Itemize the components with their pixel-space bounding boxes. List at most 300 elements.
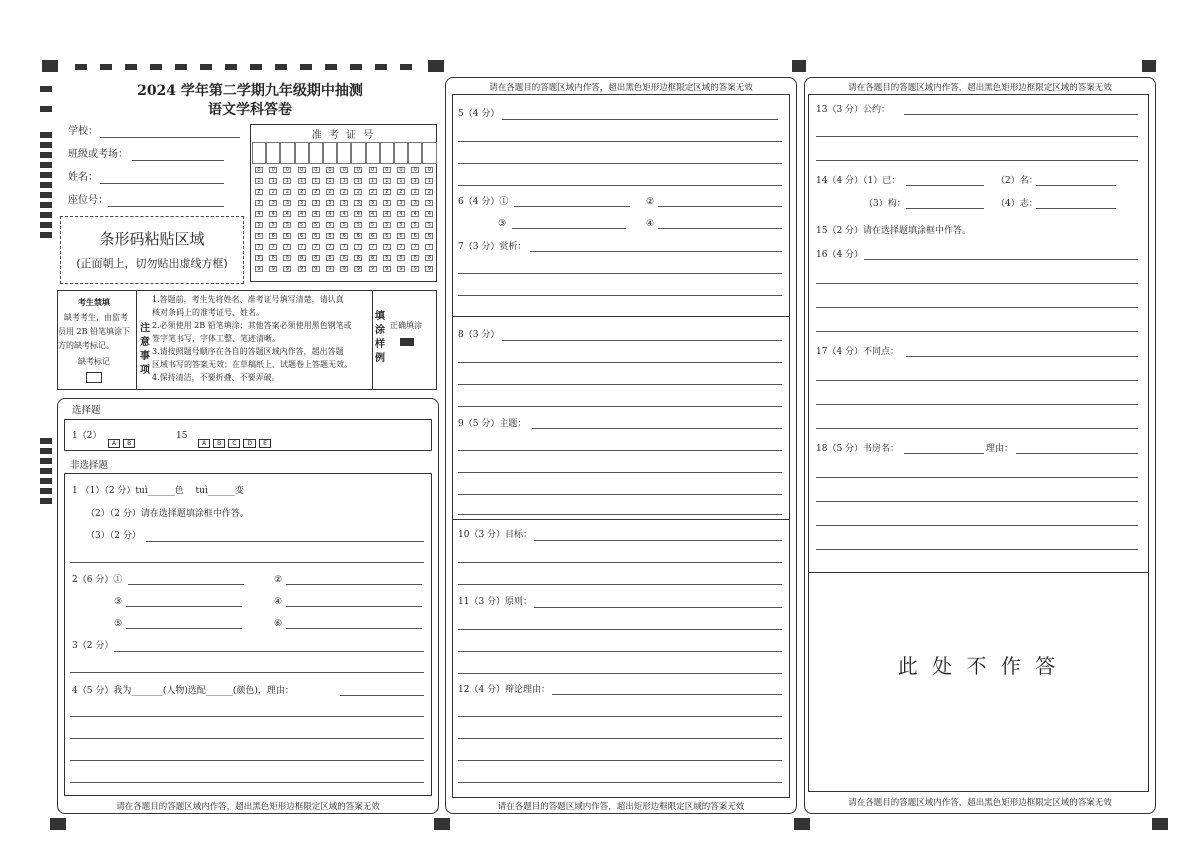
timing-mark	[100, 64, 112, 70]
answer-line[interactable]	[458, 629, 782, 630]
id-digit-bubble[interactable]: 2	[283, 189, 291, 195]
notes-char: 项	[140, 365, 150, 376]
id-digit-bubble[interactable]: 9	[425, 266, 433, 272]
q1-options[interactable]	[108, 430, 138, 449]
answer-line[interactable]	[286, 628, 422, 629]
id-digit-bubble[interactable]: 0	[283, 167, 291, 173]
note-line: 区域书写的答案无效；在草稿纸上、试题卷上答题无效。	[152, 360, 352, 369]
id-digit-bubble[interactable]: 1	[369, 178, 377, 184]
id-digit-bubble[interactable]: 2	[298, 189, 306, 195]
answer-line[interactable]	[458, 738, 782, 739]
timing-mark	[400, 64, 412, 70]
id-digit-bubble[interactable]: 9	[255, 266, 263, 272]
id-digit-bubble[interactable]: 1	[312, 178, 320, 184]
q10: 10（3 分）目标：	[458, 530, 533, 540]
id-digit-bubble[interactable]: 7	[369, 244, 377, 250]
warning-footer-middle: 请在各题目的答题区域内作答，超出矩形边框限定区域的答案无效	[497, 802, 745, 812]
id-digit-bubble[interactable]: 7	[425, 244, 433, 250]
answer-line[interactable]	[904, 114, 1138, 115]
id-digit-bubble[interactable]: 0	[411, 167, 419, 173]
answer-line[interactable]	[458, 450, 782, 451]
id-digit-bubble[interactable]: 1	[354, 178, 362, 184]
answer-line[interactable]	[146, 541, 424, 542]
id-digit-bubble[interactable]: 7	[383, 244, 391, 250]
answer-line[interactable]	[126, 628, 242, 629]
id-digit-bubble[interactable]: 3	[298, 200, 306, 206]
id-digit-bubble[interactable]: 4	[411, 211, 419, 217]
id-digit-bubble[interactable]: 8	[411, 255, 419, 261]
id-digit-bubble[interactable]: 7	[397, 244, 405, 250]
answer-line[interactable]	[70, 782, 424, 783]
id-digit-bubble[interactable]: 7	[312, 244, 320, 250]
answer-line[interactable]	[1036, 208, 1116, 209]
timing-mark	[40, 438, 52, 444]
id-write-cell[interactable]	[295, 142, 309, 164]
id-digit-bubble[interactable]: 8	[383, 255, 391, 261]
id-digit-bubble[interactable]: 0	[298, 167, 306, 173]
id-digit-bubble[interactable]: 6	[383, 233, 391, 239]
q2-sub: ②	[274, 575, 283, 585]
fill-sample	[400, 338, 414, 346]
answer-line[interactable]	[816, 307, 1138, 308]
timing-mark	[125, 64, 137, 70]
id-digit-bubble[interactable]: 6	[326, 233, 334, 239]
warning-footer-left: 请在各题目的答题区域内作答，超出黑色矩形边框限定区域的答案无效	[116, 802, 380, 812]
id-digit-bubble[interactable]: 5	[269, 222, 277, 228]
id-write-cell[interactable]	[252, 142, 266, 164]
q6-sub: ②	[646, 197, 655, 207]
timing-mark	[75, 64, 87, 70]
timing-mark	[40, 448, 52, 454]
notes-char: 事	[140, 351, 150, 362]
id-digit-bubble[interactable]: 2	[397, 189, 405, 195]
note-line: 3.请按照题号顺序在各自的答题区域内作答，超出答题	[152, 347, 344, 356]
answer-line[interactable]	[502, 340, 782, 341]
answer-line[interactable]	[534, 607, 782, 608]
id-digit-bubble[interactable]: 6	[397, 233, 405, 239]
barcode-area	[60, 216, 244, 284]
answer-line[interactable]	[816, 136, 1138, 137]
id-digit-bubble[interactable]: 7	[269, 244, 277, 250]
answer-line[interactable]	[70, 672, 424, 673]
id-digit-bubble[interactable]: 7	[298, 244, 306, 250]
id-digit-bubble[interactable]: 3	[340, 200, 348, 206]
q11: 11（3 分）原则：	[458, 597, 533, 607]
id-digit-bubble[interactable]: 2	[269, 189, 277, 195]
q4: 4（5 分）我为_______(人物)选配______(颜色)，理由：	[72, 686, 294, 696]
id-digit-bubble[interactable]: 6	[411, 233, 419, 239]
id-digit-bubble[interactable]: 0	[340, 167, 348, 173]
option-bubble[interactable]: D	[243, 439, 256, 448]
answer-line[interactable]	[864, 259, 1138, 260]
id-digit-bubble[interactable]: 2	[369, 189, 377, 195]
q17: 17（4 分）不同点：	[816, 347, 900, 357]
q14-4: （4）志：	[996, 199, 1038, 209]
id-digit-bubble[interactable]: 6	[369, 233, 377, 239]
q2-sub: ③	[114, 597, 123, 607]
id-digit-bubble[interactable]: 1	[283, 178, 291, 184]
timing-mark	[40, 468, 52, 474]
id-digit-bubble[interactable]: 7	[255, 244, 263, 250]
timing-mark	[40, 162, 52, 168]
barcode-title: 条形码粘贴区域	[99, 230, 205, 248]
answer-line[interactable]	[816, 404, 1138, 405]
id-digit-bubble[interactable]: 8	[340, 255, 348, 261]
id-digit-bubble[interactable]: 5	[312, 222, 320, 228]
timing-mark	[40, 182, 52, 188]
answer-line[interactable]	[458, 494, 782, 495]
id-digit-bubble[interactable]: 8	[397, 255, 405, 261]
id-digit-bubble[interactable]: 9	[283, 266, 291, 272]
id-digit-bubble[interactable]: 2	[354, 189, 362, 195]
warning-footer-right: 请在各题目的答题区域内作答，超出黑色矩形边框限定区域的答案无效	[848, 798, 1112, 808]
id-write-cell[interactable]	[337, 142, 351, 164]
id-digit-bubble[interactable]: 2	[255, 189, 263, 195]
answer-line[interactable]	[458, 406, 782, 407]
option-bubble[interactable]: B	[123, 439, 135, 448]
id-digit-bubble[interactable]: 0	[383, 167, 391, 173]
id-digit-bubble[interactable]: 4	[298, 211, 306, 217]
timing-mark	[40, 458, 52, 464]
answer-line[interactable]	[126, 606, 242, 607]
q2: 2（6 分）①	[72, 575, 123, 585]
id-digit-bubble[interactable]: 6	[312, 233, 320, 239]
answer-line[interactable]	[816, 160, 1138, 161]
id-write-cell[interactable]	[366, 142, 380, 164]
answer-line[interactable]	[458, 362, 782, 363]
q1-1: 1 （1）（2 分）tuì______色 tuì______变	[72, 486, 244, 496]
absent-text: 员用 2B 铅笔填涂下	[58, 327, 131, 336]
id-digit-bubble[interactable]: 1	[397, 178, 405, 184]
answer-line[interactable]	[458, 760, 782, 761]
answer-line[interactable]	[458, 163, 782, 164]
class-field[interactable]	[132, 160, 224, 161]
answer-line[interactable]	[458, 295, 782, 296]
answer-line[interactable]	[70, 760, 424, 761]
id-digit-bubble[interactable]: 1	[383, 178, 391, 184]
answer-line[interactable]	[458, 651, 782, 652]
id-digit-bubble[interactable]: 8	[425, 255, 433, 261]
option-bubble[interactable]: C	[228, 439, 240, 448]
timing-mark	[250, 64, 262, 70]
id-digit-bubble[interactable]: 9	[312, 266, 320, 272]
option-bubble[interactable]: A	[198, 439, 210, 448]
page-title: 2024 学年第二学期九年级期中抽测	[137, 83, 363, 99]
answer-line[interactable]	[458, 514, 782, 515]
timing-mark	[40, 106, 52, 112]
answer-line[interactable]	[286, 606, 422, 607]
answer-line[interactable]	[340, 695, 424, 696]
id-digit-bubble[interactable]: 4	[425, 211, 433, 217]
id-digit-bubble[interactable]: 8	[283, 255, 291, 261]
id-digit-bubble[interactable]: 7	[354, 244, 362, 250]
id-digit-bubble[interactable]: 2	[383, 189, 391, 195]
id-digit-bubble[interactable]: 1	[425, 178, 433, 184]
answer-line[interactable]	[658, 206, 782, 207]
id-digit-bubble[interactable]: 5	[411, 222, 419, 228]
timing-mark	[40, 192, 52, 198]
note-line: 1.答题前，考生先将姓名、准考证号填写清楚，请认真	[152, 295, 344, 304]
id-digit-bubble[interactable]: 5	[340, 222, 348, 228]
id-digit-bubble[interactable]: 4	[283, 211, 291, 217]
answer-line[interactable]	[906, 208, 984, 209]
id-digit-bubble[interactable]: 5	[397, 222, 405, 228]
answer-line[interactable]	[458, 273, 782, 274]
answer-line[interactable]	[512, 228, 626, 229]
q8: 8（3 分）	[458, 330, 500, 340]
answer-line[interactable]	[658, 228, 782, 229]
id-digit-bubble[interactable]: 0	[425, 167, 433, 173]
class-label: 班级或考场：	[68, 149, 128, 160]
id-digit-bubble[interactable]: 2	[312, 189, 320, 195]
id-digit-bubble[interactable]: 2	[425, 189, 433, 195]
id-digit-bubble[interactable]: 7	[340, 244, 348, 250]
id-digit-bubble[interactable]: 2	[340, 189, 348, 195]
id-digit-bubble[interactable]: 9	[298, 266, 306, 272]
choice-title: 选择题	[72, 405, 101, 416]
answer-line[interactable]	[458, 584, 782, 585]
id-digit-bubble[interactable]: 4	[255, 211, 263, 217]
id-digit-bubble[interactable]: 3	[411, 200, 419, 206]
id-digit-bubble[interactable]: 6	[283, 233, 291, 239]
answer-line[interactable]	[816, 501, 1138, 502]
id-digit-bubble[interactable]: 1	[255, 178, 263, 184]
id-digit-bubble[interactable]: 5	[326, 222, 334, 228]
answer-line[interactable]	[816, 331, 1138, 332]
id-digit-bubble[interactable]: 1	[298, 178, 306, 184]
timing-mark	[200, 64, 212, 70]
id-digit-bubble[interactable]: 3	[283, 200, 291, 206]
id-digit-bubble[interactable]: 5	[425, 222, 433, 228]
q13: 13（3 分）公约：	[816, 105, 891, 115]
id-digit-bubble[interactable]: 2	[411, 189, 419, 195]
timing-mark	[350, 64, 362, 70]
id-digit-bubble[interactable]: 7	[283, 244, 291, 250]
id-digit-bubble[interactable]: 0	[369, 167, 377, 173]
q2-sub: ⑥	[274, 619, 283, 629]
timing-mark	[40, 172, 52, 178]
id-write-cell[interactable]	[280, 142, 294, 164]
id-digit-bubble[interactable]: 4	[354, 211, 362, 217]
id-digit-bubble[interactable]: 2	[326, 189, 334, 195]
id-digit-bubble[interactable]: 8	[326, 255, 334, 261]
corner-mark	[50, 818, 66, 830]
id-digit-bubble[interactable]: 9	[369, 266, 377, 272]
answer-line[interactable]	[70, 562, 424, 563]
option-bubble[interactable]: A	[108, 439, 120, 448]
timing-mark	[375, 64, 387, 70]
id-write-cell[interactable]	[266, 142, 280, 164]
id-write-cell[interactable]	[309, 142, 323, 164]
id-digit-bubble[interactable]: 0	[354, 167, 362, 173]
id-digit-bubble[interactable]: 3	[269, 200, 277, 206]
id-digit-bubble[interactable]: 1	[340, 178, 348, 184]
absent-mark-box[interactable]	[86, 372, 102, 383]
id-digit-bubble[interactable]: 4	[312, 211, 320, 217]
name-field[interactable]	[100, 183, 224, 184]
answer-line[interactable]	[458, 472, 782, 473]
timing-mark	[40, 212, 52, 218]
id-digit-bubble[interactable]: 6	[255, 233, 263, 239]
answer-line[interactable]	[514, 206, 630, 207]
absent-text: 方的缺考标记。	[58, 341, 114, 350]
answer-line[interactable]	[458, 562, 782, 563]
timing-mark	[40, 152, 52, 158]
id-digit-bubble[interactable]: 9	[411, 266, 419, 272]
answer-line[interactable]	[286, 584, 422, 585]
timing-mark	[150, 64, 162, 70]
seat-field[interactable]	[108, 206, 224, 207]
id-digit-bubble[interactable]: 4	[369, 211, 377, 217]
id-digit-bubble[interactable]: 6	[298, 233, 306, 239]
nonchoice-title: 非选择题	[70, 460, 109, 471]
id-write-cell[interactable]	[422, 142, 436, 164]
id-digit-bubble[interactable]: 5	[369, 222, 377, 228]
answer-line[interactable]	[458, 141, 782, 142]
answer-line[interactable]	[1016, 453, 1138, 454]
id-digit-bubble[interactable]: 8	[269, 255, 277, 261]
id-digit-bubble[interactable]: 3	[369, 200, 377, 206]
id-digit-bubble[interactable]: 0	[312, 167, 320, 173]
answer-line[interactable]	[458, 673, 782, 674]
id-digit-bubble[interactable]: 9	[383, 266, 391, 272]
timing-mark	[175, 64, 187, 70]
answer-line[interactable]	[502, 119, 778, 120]
id-digit-bubble[interactable]: 3	[397, 200, 405, 206]
id-digit-bubble[interactable]: 9	[354, 266, 362, 272]
q15: 15（2 分）请在选择题填涂框中作答。	[816, 226, 972, 236]
answer-line[interactable]	[816, 283, 1138, 284]
id-digit-bubble[interactable]: 6	[425, 233, 433, 239]
q12: 12（4 分）辩论理由：	[458, 685, 551, 695]
correct-fill-label: 正确填涂	[390, 321, 422, 330]
id-digit-bubble[interactable]: 8	[298, 255, 306, 261]
answer-line[interactable]	[906, 185, 984, 186]
id-write-cell[interactable]	[394, 142, 408, 164]
q14-1: 14（4 分）（1）已：	[816, 176, 901, 186]
note-line: 4.保持清洁，不要折叠、不要弄破。	[152, 373, 280, 382]
id-write-cell[interactable]	[323, 142, 337, 164]
note-line: 签字笔书写，字体工整、笔迹清晰。	[152, 334, 280, 343]
id-digit-bubble[interactable]: 4	[340, 211, 348, 217]
id-digit-bubble[interactable]: 6	[354, 233, 362, 239]
id-write-cell[interactable]	[380, 142, 394, 164]
note-line: 核对条码上的准考证号、姓名。	[152, 308, 264, 317]
id-digit-bubble[interactable]: 9	[269, 266, 277, 272]
answer-line[interactable]	[816, 428, 1138, 429]
absent-text: 缺考考生，由监考	[64, 313, 128, 322]
answer-line[interactable]	[530, 251, 782, 252]
id-digit-bubble[interactable]: 5	[383, 222, 391, 228]
id-digit-bubble[interactable]: 5	[354, 222, 362, 228]
no-answer-zone: 此 处 不 作 答	[897, 654, 1060, 678]
school-field[interactable]	[100, 137, 240, 138]
answer-line[interactable]	[532, 428, 782, 429]
id-digit-bubble[interactable]: 1	[411, 178, 419, 184]
answer-line[interactable]	[128, 584, 244, 585]
id-digit-bubble[interactable]: 9	[326, 266, 334, 272]
fill-char: 例	[375, 353, 385, 364]
id-digit-bubble[interactable]: 3	[425, 200, 433, 206]
id-digit-bubble[interactable]: 5	[255, 222, 263, 228]
id-digit-bubble[interactable]: 8	[312, 255, 320, 261]
id-digit-bubble[interactable]: 9	[397, 266, 405, 272]
id-digit-bubble[interactable]: 3	[354, 200, 362, 206]
answer-line[interactable]	[534, 540, 782, 541]
answer-line[interactable]	[816, 477, 1138, 478]
q14-3: （3）构：	[864, 199, 906, 209]
answer-line[interactable]	[458, 716, 782, 717]
option-bubble[interactable]: B	[213, 439, 225, 448]
page-subtitle: 语文学科答卷	[208, 102, 292, 118]
id-digit-bubble[interactable]: 5	[283, 222, 291, 228]
id-digit-bubble[interactable]: 0	[255, 167, 263, 173]
q18-reason: 理由：	[986, 444, 1014, 454]
id-digit-bubble[interactable]: 8	[369, 255, 377, 261]
corner-mark	[434, 818, 450, 830]
answer-line[interactable]	[552, 694, 782, 695]
answer-line[interactable]	[458, 782, 782, 783]
answer-line[interactable]	[816, 525, 1138, 526]
corner-mark	[794, 818, 810, 830]
nonchoice-box	[64, 473, 432, 796]
timing-mark	[40, 232, 52, 238]
id-digit-bubble[interactable]: 9	[340, 266, 348, 272]
id-digit-bubble[interactable]: 3	[255, 200, 263, 206]
answer-line[interactable]	[816, 549, 1138, 550]
id-digit-bubble[interactable]: 3	[326, 200, 334, 206]
id-digit-bubble[interactable]: 0	[397, 167, 405, 173]
corner-mark	[792, 60, 806, 72]
answer-line[interactable]	[1036, 185, 1116, 186]
id-digit-bubble[interactable]: 0	[269, 167, 277, 173]
id-digit-bubble[interactable]: 6	[269, 233, 277, 239]
answer-line[interactable]	[70, 738, 424, 739]
answer-line[interactable]	[904, 453, 984, 454]
id-digit-bubble[interactable]: 3	[312, 200, 320, 206]
corner-mark	[428, 60, 444, 72]
id-digit-bubble[interactable]: 7	[326, 244, 334, 250]
id-digit-bubble[interactable]: 5	[298, 222, 306, 228]
id-digit-bubble[interactable]: 4	[383, 211, 391, 217]
id-digit-bubble[interactable]: 8	[354, 255, 362, 261]
answer-line[interactable]	[458, 384, 782, 385]
timing-mark	[40, 478, 52, 484]
answer-line[interactable]	[114, 651, 424, 652]
answer-line[interactable]	[816, 380, 1138, 381]
timing-mark	[40, 142, 52, 148]
id-digit-bubble[interactable]: 6	[340, 233, 348, 239]
option-bubble[interactable]: E	[259, 439, 271, 448]
id-digit-bubble[interactable]: 1	[269, 178, 277, 184]
id-digit-bubble[interactable]: 0	[326, 167, 334, 173]
id-digit-bubble[interactable]: 4	[326, 211, 334, 217]
q1-3: （3）（2 分）	[86, 531, 141, 541]
id-digit-bubble[interactable]: 4	[397, 211, 405, 217]
id-digit-bubble[interactable]: 4	[269, 211, 277, 217]
q15-options[interactable]	[198, 430, 274, 449]
exam-id-label: 准 考 证 号	[311, 130, 376, 141]
id-write-cell[interactable]	[351, 142, 365, 164]
id-write-cell[interactable]	[408, 142, 422, 164]
answer-line[interactable]	[458, 185, 782, 186]
id-digit-bubble[interactable]: 8	[255, 255, 263, 261]
id-digit-bubble[interactable]: 3	[383, 200, 391, 206]
id-digit-bubble[interactable]: 1	[326, 178, 334, 184]
id-digit-bubble[interactable]: 7	[411, 244, 419, 250]
answer-line[interactable]	[70, 716, 424, 717]
answer-line[interactable]	[906, 356, 1138, 357]
